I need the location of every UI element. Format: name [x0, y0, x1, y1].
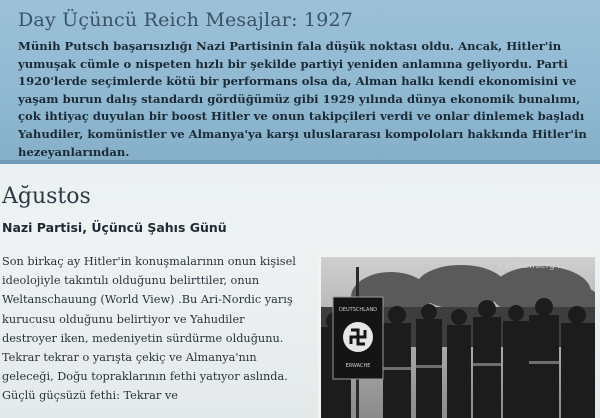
photo-caption: X.P. Wührberg ...	[496, 261, 565, 270]
flag-text-bottom: ERWACHE	[345, 363, 371, 369]
header-banner	[0, 0, 600, 164]
banner-title: Day Üçüncü Reich Mesajlar: 1927	[18, 9, 354, 31]
banner-body: Münih Putsch başarısızlığı Nazi Partisinin fala düşük noktası oldu. Ancak, Hitler'in yumuşak cümle o nispeten hızlı bir şekilde partiyi yeniden anlamına geliyordu. Parti 1920'lerde seçimlerde kötü bir performans olsa da, Alman halkı kendi ekonomisini ve yaşam burun dalış standardı gördüğümüz gibi 1929 yılında dünya ekonomik bunalımı, çok ihtiyaç duyulan bir boost Hitler ve onun takipçileri verdi ve onlar dinlemek başladı Yahudiler, komünistler ve Almanya'ya karşı uluslararası kompoloları hakkında Hitler'in hezeyanlarından.	[18, 39, 587, 159]
flag-text-top: DEUTSCHLAND	[338, 307, 378, 313]
section-heading: Ağustos	[2, 184, 91, 209]
historical-photo	[318, 254, 595, 418]
photo-image	[321, 257, 595, 418]
section-subheading: Nazi Partisi, Üçüncü Şahıs Günü	[2, 220, 227, 235]
article-text: Son birkaç ay Hitler'in konuşmalarının onun kişisel ideolojiyle takıntılı olduğunu belirttiler, onun Weltanschauung (World View) .Bu Ari-Nordic yarış kurucusu olduğunu belirtiyor ve Yahudiler destroyer iken, medeniyetin sürdürme olduğunu. Tekrar tekrar o yarışta çekiç ve Almanya'nın geleceği, Doğu topraklarının fethi yatıyor aslında. Güçlü güçsüzü fethi: Tekrar ve	[2, 255, 296, 403]
